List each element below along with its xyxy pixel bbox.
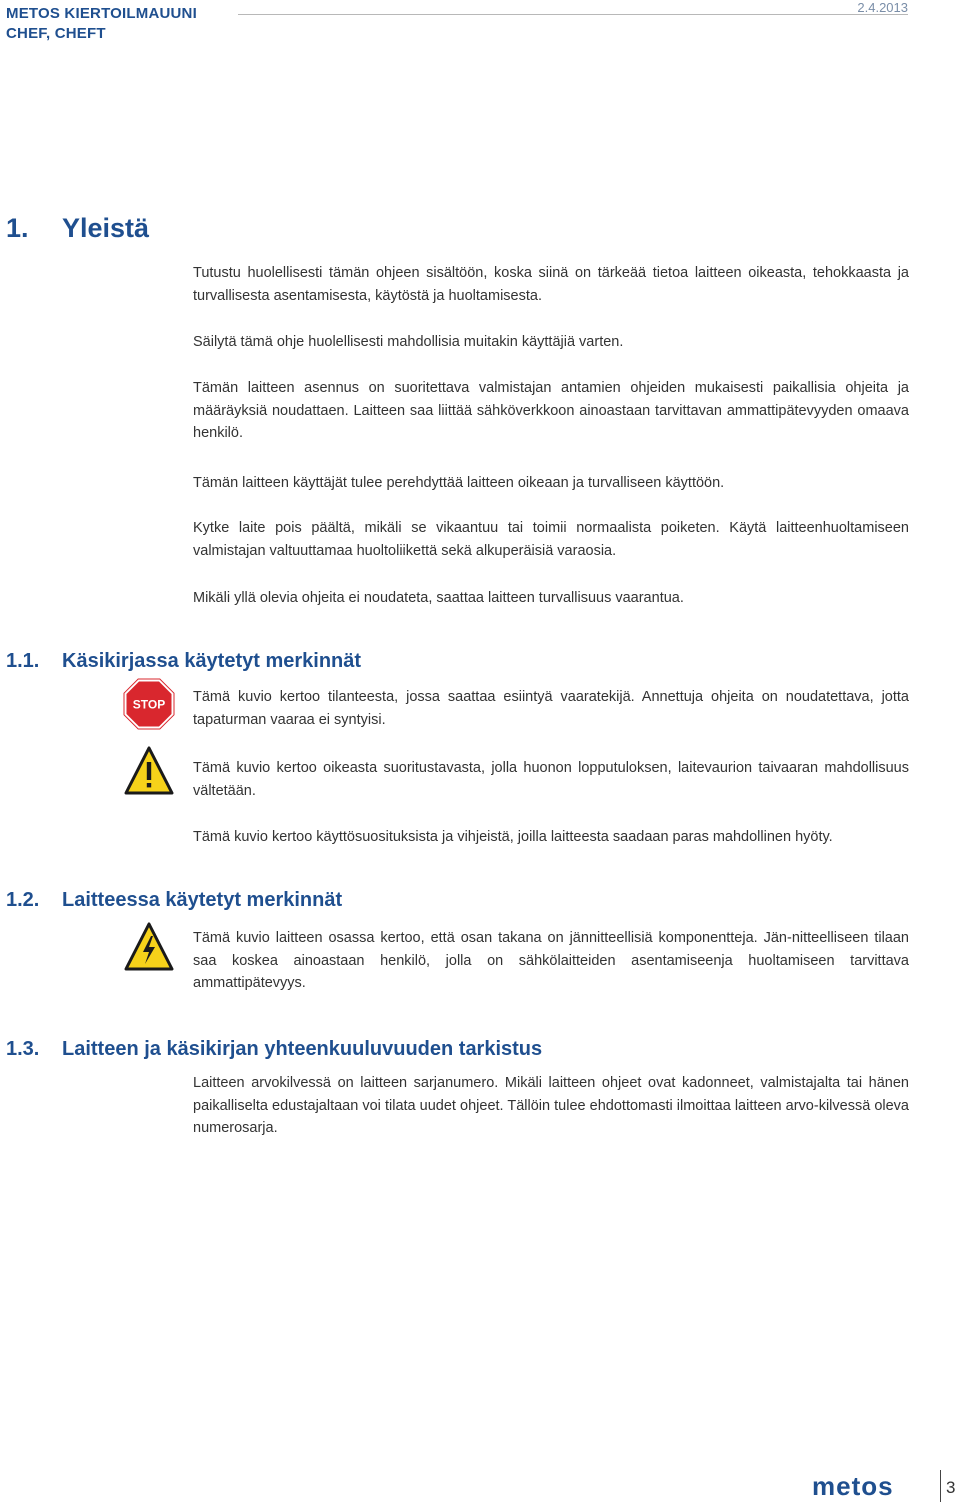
section-1-1-title: Käsikirjassa käytetyt merkinnät — [62, 650, 362, 672]
section-1-3-number: 1.3. — [6, 1038, 40, 1060]
svg-text:metos: metos — [812, 1476, 894, 1498]
tip-description: Tämä kuvio kertoo käyttösuosituksista ja vihjeistä, joilla laitteesta saadaan paras mahdollinen hyöty. — [193, 829, 833, 845]
stop-sign-label: STOP — [132, 697, 166, 712]
section-1-number: 1. — [6, 213, 29, 243]
section-1-2-heading — [6, 889, 342, 912]
electric-hazard-icon — [124, 922, 174, 972]
paragraph: Mikäli yllä olevia ohjeita ei noudateta, saattaa laitteen turvallisuus vaarantua. — [193, 590, 684, 606]
paragraph: Tutustu huolellisesti tämän ohjeen sisältöön, koska siinä on tärkeää tietoa laitteen oikeasta, tehokkaasta ja turvallisesta asentamisesta, käytöstä ja huoltamisesta. — [193, 265, 909, 304]
header-divider — [238, 14, 908, 15]
section-1-3-title: Laitteen ja käsikirjan yhteenkuuluvuuden tarkistus — [62, 1038, 543, 1060]
document-title-line1: METOS KIERTOILMAUUNI — [6, 5, 197, 22]
stop-description: Tämä kuvio kertoo tilanteesta, jossa saattaa esiintyä vaaratekijä. Annettuja ohjeita on noudatettava, jotta tapaturman vaaraa ei syntyisi. — [193, 689, 909, 728]
footer-divider — [940, 1470, 941, 1502]
document-date: 2.4.2013 — [857, 0, 908, 15]
stop-sign-icon — [123, 678, 175, 730]
paragraph: Kytke laite pois päältä, mikäli se vikaantuu tai toimii normaalista poiketen. Käytä laitteenhuoltamiseen valmistajan valtuuttamaa huoltoliikettä sekä alkuperäisiä varaosia. — [193, 520, 909, 559]
warning-triangle-icon — [124, 746, 174, 796]
section-1-1-number: 1.1. — [6, 650, 40, 672]
paragraph: Tämän laitteen asennus on suoritettava valmistajan antamien ohjeiden mukaisesti paikallisia ohjeita ja määräyksiä noudattaen. Laitteen saa liittää sähköverkkoon ainoastaan tarvittavan ammattipätevyyden omaava henkilö. — [193, 380, 909, 441]
paragraph: Säilytä tämä ohje huolellisesti mahdollisia muitakin käyttäjiä varten. — [193, 334, 624, 350]
section-1-title: Yleistä — [62, 213, 150, 243]
electric-description: Tämä kuvio laitteen osassa kertoo, että osan takana on jännitteellisiä komponentteja. Jän-nitteelliseen tilaan saa koskea ainoastaan henkilö, jolla on sähkölaitteiden asentamiseenja huoltamiseen tarvittava ammattipätevyys. — [193, 930, 909, 991]
section-1-3-heading — [6, 1038, 542, 1061]
document-title — [6, 4, 197, 44]
document-title-line2: CHEF, CHEFT — [6, 25, 106, 42]
section-1-2-title: Laitteessa käytetyt merkinnät — [62, 889, 343, 911]
section-1-2-number: 1.2. — [6, 889, 40, 911]
paragraph: Tämän laitteen käyttäjät tulee perehdyttää laitteen oikeaan ja turvalliseen käyttöön. — [193, 475, 725, 491]
metos-logo — [812, 1476, 930, 1498]
section-1-1-heading — [6, 650, 361, 673]
page-number: 3 — [946, 1478, 956, 1497]
warning-description: Tämä kuvio kertoo oikeasta suoritustavasta, jolla huonon lopputuloksen, laitevaurion taivaaran mahdollisuus vältetään. — [193, 760, 909, 799]
section-1-heading — [6, 213, 149, 244]
serial-check-paragraph: Laitteen arvokilvessä on laitteen sarjanumero. Mikäli laitteen ohjeet ovat kadonneet, valmistajalta tai hänen paikalliselta edustajaltaan voi tilata uudet ohjeet. Tällöin tulee ehdottomasti ilmoittaa laitteen arvo-kilvessä oleva numerosarja. — [193, 1075, 909, 1136]
